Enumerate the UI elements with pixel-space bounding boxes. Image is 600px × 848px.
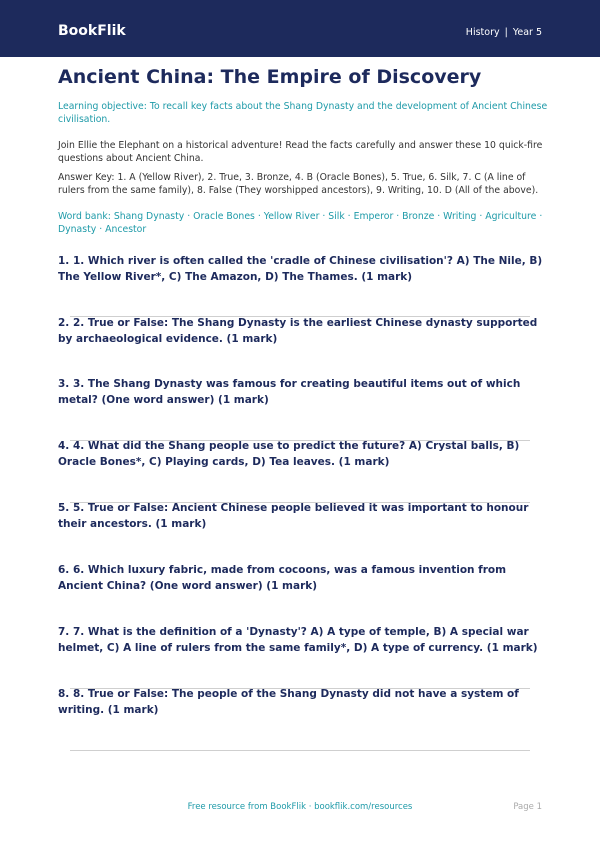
page-number: Page 1	[513, 802, 542, 812]
section-divider	[70, 750, 530, 751]
breadcrumb-subject[interactable]: History	[465, 27, 500, 38]
question-1: 1. 1. Which river is often called the 'cradle of Chinese civilisation'? A) The Nile, B) The Yellow River*, C) The Amazon, D) The Thames. (1 mark)	[58, 255, 543, 283]
question-4: 4. 4. What did the Shang people use to predict the future? A) Crystal balls, B) Oracle Bones*, C) Playing cards, D) Tea leaves. (1 mark)	[58, 440, 520, 468]
breadcrumb	[466, 26, 542, 40]
question-5: 5. 5. True or False: Ancient Chinese people believed it was important to honour their ancestors. (1 mark)	[58, 502, 529, 530]
question-6: 6. 6. Which luxury fabric, made from cocoons, was a famous invention from Ancient China? (One word answer) (1 mark)	[58, 564, 507, 592]
page-title: Ancient China: The Empire of Discovery	[58, 66, 482, 88]
answer-key: Answer Key: 1. A (Yellow River), 2. True, 3. Bronze, 4. B (Oracle Bones), 5. True, 6. Silk, 7. C (A line of rulers from the same family), 8. False (They worshipped ancestors), 9. Writing, 10. D (All of the above).	[58, 172, 539, 196]
brand-logo[interactable]: BookFlik	[58, 23, 126, 39]
footer-source-link[interactable]: Free resource from BookFlik · bookflik.com/resources	[187, 802, 413, 812]
breadcrumb-year: Year 5	[512, 27, 542, 38]
question-2: 2. 2. True or False: The Shang Dynasty is the earliest Chinese dynasty supported by archaeological evidence. (1 mark)	[58, 317, 538, 345]
question-8: 8. 8. True or False: The people of the Shang Dynasty did not have a system of writing. (1 mark)	[58, 688, 519, 716]
learning-objective: Learning objective: To recall key facts about the Shang Dynasty and the development of Ancient Chinese civilisation.	[58, 101, 548, 125]
word-bank: Word bank: Shang Dynasty · Oracle Bones · Yellow River · Silk · Emperor · Bronze · Writing · Agriculture · Dynasty · Ancestor	[58, 211, 543, 235]
question-7: 7. 7. What is the definition of a 'Dynasty'? A) A type of temple, B) A special war helmet, C) A line of rulers from the same family*, D) A type of currency. (1 mark)	[58, 626, 538, 654]
breadcrumb-separator: |	[504, 27, 508, 38]
question-3: 3. 3. The Shang Dynasty was famous for creating beautiful items out of which metal? (One word answer) (1 mark)	[58, 378, 521, 406]
intro-text: Join Ellie the Elephant on a historical adventure! Read the facts carefully and answer these 10 quick-fire questions about Ancient China.	[58, 140, 543, 164]
header-bar	[0, 0, 600, 57]
